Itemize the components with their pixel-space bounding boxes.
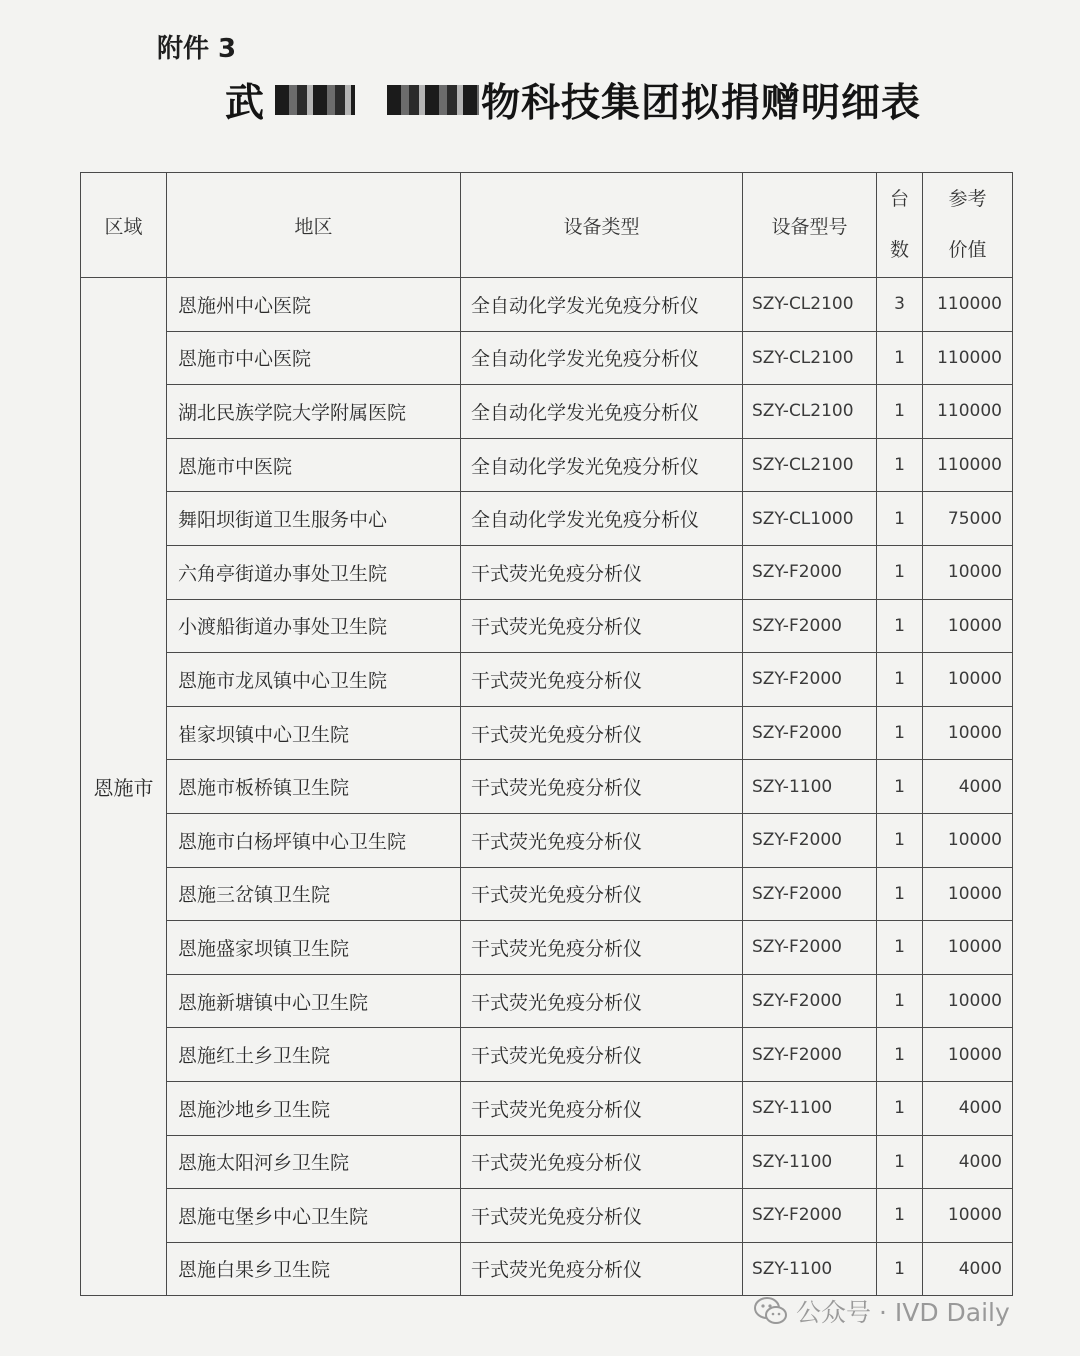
table-row xyxy=(81,1242,1013,1296)
table-row xyxy=(81,813,1013,867)
quantity-cell: 1 xyxy=(877,921,923,975)
site-cell: 恩施盛家坝镇卫生院 xyxy=(167,921,461,975)
quantity-cell: 1 xyxy=(877,599,923,653)
region-cell: 恩施市 xyxy=(81,278,167,1296)
equipment-type-cell: 干式荧光免疫分析仪 xyxy=(461,1135,743,1189)
quantity-cell: 1 xyxy=(877,867,923,921)
model-cell: SZY-CL2100 xyxy=(743,331,877,385)
model-cell: SZY-F2000 xyxy=(743,921,877,975)
model-cell: SZY-1100 xyxy=(743,760,877,814)
reference-value-cell: 10000 xyxy=(923,653,1013,707)
reference-value-cell: 10000 xyxy=(923,545,1013,599)
table-row xyxy=(81,921,1013,975)
equipment-type-cell: 全自动化学发光免疫分析仪 xyxy=(461,385,743,439)
site-cell: 恩施红土乡卫生院 xyxy=(167,1028,461,1082)
equipment-type-cell: 干式荧光免疫分析仪 xyxy=(461,653,743,707)
model-cell: SZY-F2000 xyxy=(743,813,877,867)
table-row xyxy=(81,278,1013,332)
table-row xyxy=(81,706,1013,760)
equipment-type-cell: 全自动化学发光免疫分析仪 xyxy=(461,492,743,546)
equipment-type-cell: 干式荧光免疫分析仪 xyxy=(461,545,743,599)
site-cell: 恩施白果乡卫生院 xyxy=(167,1242,461,1296)
header-value-top: 参考 xyxy=(948,188,987,210)
model-cell: SZY-F2000 xyxy=(743,1189,877,1243)
quantity-cell: 1 xyxy=(877,760,923,814)
site-cell: 恩施三岔镇卫生院 xyxy=(167,867,461,921)
reference-value-cell: 4000 xyxy=(923,1242,1013,1296)
reference-value-cell: 10000 xyxy=(923,974,1013,1028)
donation-table-container xyxy=(80,172,1012,1306)
quantity-cell: 1 xyxy=(877,545,923,599)
header-value-bottom: 价值 xyxy=(948,239,987,261)
table-row xyxy=(81,867,1013,921)
reference-value-cell: 10000 xyxy=(923,867,1013,921)
watermark xyxy=(754,1293,1010,1329)
table-body xyxy=(81,278,1013,1296)
header-reference-value xyxy=(923,173,1013,278)
equipment-type-cell: 干式荧光免疫分析仪 xyxy=(461,813,743,867)
header-region: 区域 xyxy=(81,173,167,278)
quantity-cell: 3 xyxy=(877,278,923,332)
title-suffix: 物科技集团拟捐赠明细表 xyxy=(481,81,922,126)
model-cell: SZY-F2000 xyxy=(743,867,877,921)
reference-value-cell: 10000 xyxy=(923,1189,1013,1243)
equipment-type-cell: 干式荧光免疫分析仪 xyxy=(461,921,743,975)
quantity-cell: 1 xyxy=(877,974,923,1028)
annex-label: 附件 3 xyxy=(157,34,237,64)
reference-value-cell: 75000 xyxy=(923,492,1013,546)
equipment-type-cell: 干式荧光免疫分析仪 xyxy=(461,1028,743,1082)
table-row xyxy=(81,492,1013,546)
equipment-type-cell: 干式荧光免疫分析仪 xyxy=(461,599,743,653)
site-cell: 恩施市白杨坪镇中心卫生院 xyxy=(167,813,461,867)
reference-value-cell: 10000 xyxy=(923,921,1013,975)
model-cell: SZY-CL2100 xyxy=(743,278,877,332)
model-cell: SZY-F2000 xyxy=(743,1028,877,1082)
reference-value-cell: 10000 xyxy=(923,599,1013,653)
quantity-cell: 1 xyxy=(877,438,923,492)
table-row xyxy=(81,385,1013,439)
quantity-cell: 1 xyxy=(877,1189,923,1243)
equipment-type-cell: 干式荧光免疫分析仪 xyxy=(461,974,743,1028)
redaction-block xyxy=(275,85,355,115)
equipment-type-cell: 干式荧光免疫分析仪 xyxy=(461,1242,743,1296)
site-cell: 恩施州中心医院 xyxy=(167,278,461,332)
quantity-cell: 1 xyxy=(877,492,923,546)
title-prefix: 武 xyxy=(225,81,266,126)
quantity-cell: 1 xyxy=(877,331,923,385)
model-cell: SZY-CL2100 xyxy=(743,438,877,492)
quantity-cell: 1 xyxy=(877,1135,923,1189)
reference-value-cell: 10000 xyxy=(923,813,1013,867)
table-row xyxy=(81,331,1013,385)
table-row xyxy=(81,1028,1013,1082)
header-quantity-bottom: 数 xyxy=(889,239,909,261)
reference-value-cell: 110000 xyxy=(923,331,1013,385)
model-cell: SZY-F2000 xyxy=(743,599,877,653)
equipment-type-cell: 全自动化学发光免疫分析仪 xyxy=(461,331,743,385)
header-quantity-top: 台 xyxy=(889,188,909,210)
redaction-block xyxy=(387,85,479,115)
quantity-cell: 1 xyxy=(877,1242,923,1296)
table-row xyxy=(81,599,1013,653)
reference-value-cell: 10000 xyxy=(923,706,1013,760)
site-cell: 恩施屯堡乡中心卫生院 xyxy=(167,1189,461,1243)
table-header-row xyxy=(81,173,1013,278)
site-cell: 恩施新塘镇中心卫生院 xyxy=(167,974,461,1028)
model-cell: SZY-F2000 xyxy=(743,706,877,760)
equipment-type-cell: 全自动化学发光免疫分析仪 xyxy=(461,278,743,332)
equipment-type-cell: 干式荧光免疫分析仪 xyxy=(461,706,743,760)
equipment-type-cell: 干式荧光免疫分析仪 xyxy=(461,1189,743,1243)
reference-value-cell: 4000 xyxy=(923,1135,1013,1189)
model-cell: SZY-1100 xyxy=(743,1081,877,1135)
reference-value-cell: 10000 xyxy=(923,1028,1013,1082)
model-cell: SZY-CL2100 xyxy=(743,385,877,439)
table-row xyxy=(81,438,1013,492)
reference-value-cell: 4000 xyxy=(923,760,1013,814)
model-cell: SZY-1100 xyxy=(743,1242,877,1296)
site-cell: 崔家坝镇中心卫生院 xyxy=(167,706,461,760)
equipment-type-cell: 干式荧光免疫分析仪 xyxy=(461,760,743,814)
model-cell: SZY-F2000 xyxy=(743,545,877,599)
site-cell: 恩施市龙凤镇中心卫生院 xyxy=(167,653,461,707)
quantity-cell: 1 xyxy=(877,813,923,867)
donation-table xyxy=(80,172,1013,1296)
reference-value-cell: 110000 xyxy=(923,385,1013,439)
site-cell: 恩施市板桥镇卫生院 xyxy=(167,760,461,814)
header-site: 地区 xyxy=(167,173,461,278)
watermark-text: 公众号 · IVD Daily xyxy=(796,1298,1010,1327)
site-cell: 恩施太阳河乡卫生院 xyxy=(167,1135,461,1189)
header-model: 设备型号 xyxy=(743,173,877,278)
table-row xyxy=(81,1189,1013,1243)
quantity-cell: 1 xyxy=(877,1081,923,1135)
table-row xyxy=(81,974,1013,1028)
reference-value-cell: 4000 xyxy=(923,1081,1013,1135)
model-cell: SZY-F2000 xyxy=(743,974,877,1028)
table-row xyxy=(81,1135,1013,1189)
quantity-cell: 1 xyxy=(877,706,923,760)
quantity-cell: 1 xyxy=(877,1028,923,1082)
site-cell: 恩施沙地乡卫生院 xyxy=(167,1081,461,1135)
quantity-cell: 1 xyxy=(877,385,923,439)
table-row xyxy=(81,760,1013,814)
model-cell: SZY-F2000 xyxy=(743,653,877,707)
equipment-type-cell: 干式荧光免疫分析仪 xyxy=(461,867,743,921)
site-cell: 湖北民族学院大学附属医院 xyxy=(167,385,461,439)
site-cell: 恩施市中心医院 xyxy=(167,331,461,385)
table-row xyxy=(81,545,1013,599)
document-title xyxy=(225,70,921,130)
site-cell: 恩施市中医院 xyxy=(167,438,461,492)
header-equipment-type: 设备类型 xyxy=(461,173,743,278)
table-row xyxy=(81,1081,1013,1135)
equipment-type-cell: 全自动化学发光免疫分析仪 xyxy=(461,438,743,492)
table-row xyxy=(81,653,1013,707)
site-cell: 舞阳坝街道卫生服务中心 xyxy=(167,492,461,546)
model-cell: SZY-1100 xyxy=(743,1135,877,1189)
site-cell: 小渡船街道办事处卫生院 xyxy=(167,599,461,653)
model-cell: SZY-CL1000 xyxy=(743,492,877,546)
equipment-type-cell: 干式荧光免疫分析仪 xyxy=(461,1081,743,1135)
reference-value-cell: 110000 xyxy=(923,438,1013,492)
header-quantity xyxy=(877,173,923,278)
reference-value-cell: 110000 xyxy=(923,278,1013,332)
quantity-cell: 1 xyxy=(877,653,923,707)
site-cell: 六角亭街道办事处卫生院 xyxy=(167,545,461,599)
wechat-icon xyxy=(754,1296,788,1326)
